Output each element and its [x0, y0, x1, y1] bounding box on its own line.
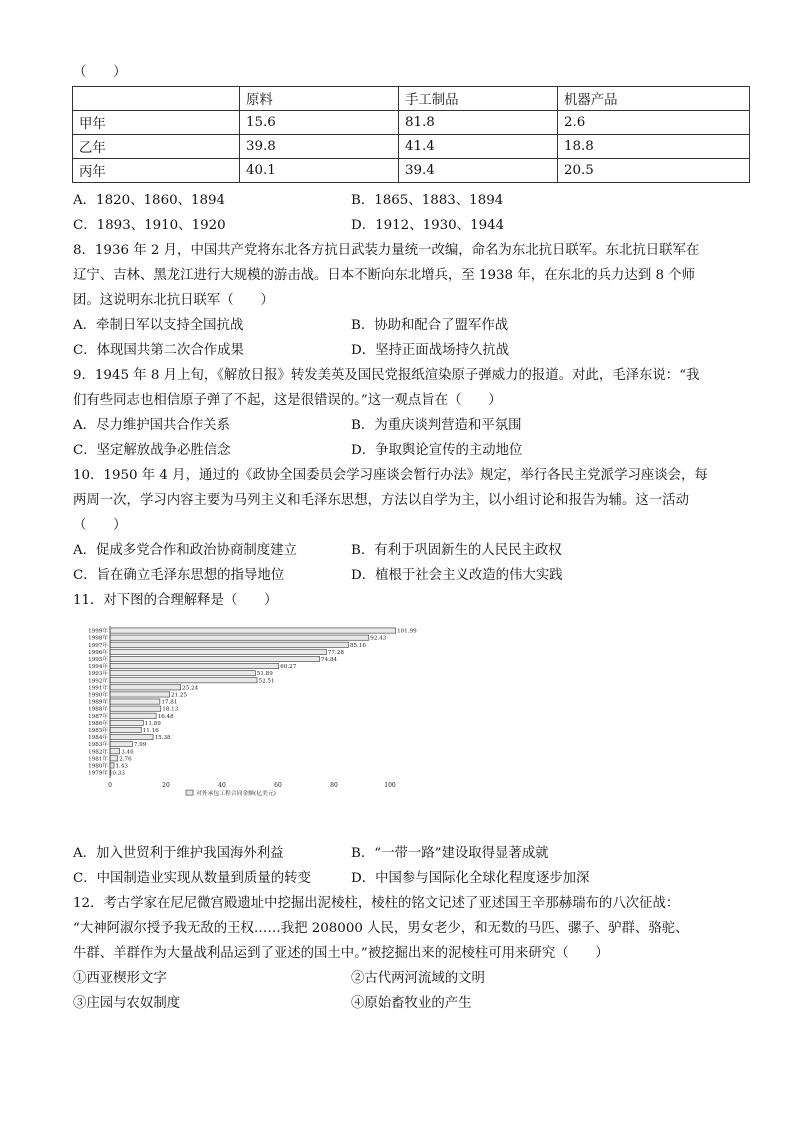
bar: [110, 649, 326, 654]
category-label: 1991年: [88, 685, 108, 692]
data-label: 1.43: [115, 763, 128, 770]
q8-stem-line: 8．1936 年 2 月，中国共产党将东北各方抗日武装力量统一改编，命名为东北抗日联军。东北抗日联军在: [73, 243, 700, 258]
q11-option-d: D．中国参与国际化全球化程度逐步加深: [351, 871, 590, 886]
q10-option-b: B．有利于巩固新生的人民民主政权: [351, 543, 562, 558]
q12-option-3: ③庄园与农奴制度: [73, 996, 181, 1011]
table-row: [73, 135, 750, 159]
category-label: 1986年: [88, 720, 108, 727]
data-label: 77.28: [327, 649, 344, 656]
q12-stem-line: “大神阿淑尔授予我无敌的王权……我把 208000 人民，男女老少，和无数的马匹、骡子、驴群、骆驼、: [73, 921, 689, 936]
table-cell: 41.4: [399, 135, 558, 159]
category-label: 1985年: [88, 727, 108, 734]
bar: [110, 656, 320, 661]
q11-option-c: C．中国制造业实现从数量到质量的转变: [73, 871, 311, 886]
data-label: 11.89: [144, 720, 161, 727]
q8-option-a: A．牵制日军以支持全国抗战: [73, 318, 244, 333]
q10-stem-line: （ ）: [73, 518, 127, 533]
data-label: 17.81: [161, 699, 178, 706]
table-header-cell: 机器产品: [558, 87, 750, 111]
q10-option-a: A．促成多党合作和政治协商制度建立: [73, 543, 297, 558]
legend-swatch: [186, 790, 193, 795]
x-tick-label: 0: [108, 782, 112, 790]
data-label: 15.38: [154, 735, 171, 742]
q10-stem-line: 两周一次，学习内容主要为马列主义和毛泽东思想，方法以自学为主，以小组讨论和报告为辅。这一活动: [73, 493, 689, 508]
bar: [110, 727, 141, 732]
x-tick-label: 60: [274, 782, 282, 790]
category-label: 1994年: [88, 664, 108, 671]
data-label: 101.99: [397, 628, 417, 635]
q9-stem-line: 们有些同志也相信原子弹了不起，这是很错误的。”这一观点旨在（ ）: [73, 393, 502, 408]
table-cell: 40.1: [240, 159, 399, 183]
bar: [110, 642, 348, 647]
category-label: 1980年: [88, 763, 108, 770]
table-header-cell: [73, 87, 240, 111]
data-label: 2.76: [119, 756, 132, 763]
table-header-cell: 手工制品: [399, 87, 558, 111]
bar: [110, 706, 161, 711]
q12-stem-line: 12．考古学家在尼尼微宫殿遗址中挖掘出泥棱柱，棱柱的铭文记述了亚述国王辛那赫瑞布的八次征战：: [73, 896, 680, 911]
bar: [110, 635, 369, 640]
table-cell: 20.5: [558, 159, 750, 183]
bar: [110, 628, 396, 633]
x-tick-label: 40: [218, 782, 226, 790]
data-label: 25.24: [182, 685, 199, 692]
data-label: 11.16: [142, 727, 159, 734]
q7-stem-tail: （ ）: [73, 65, 127, 80]
data-label: 85.16: [349, 642, 366, 649]
q8-stem-line: 团。这说明东北抗日联军（ ）: [73, 293, 274, 308]
q7-option-d: D．1912、1930、1944: [351, 218, 505, 233]
data-label: 7.99: [133, 742, 147, 749]
table-header-cell: 原料: [240, 87, 399, 111]
table-cell: 丙年: [73, 159, 240, 183]
q8-option-b: B．协助和配合了盟军作战: [351, 318, 509, 333]
q12-stem-line: 牛群、羊群作为大量战利品运到了亚述的国土中。”被挖掘出来的泥棱柱可用来研究（ ）: [73, 946, 609, 961]
category-label: 1987年: [88, 713, 108, 720]
category-label: 1981年: [88, 756, 108, 763]
q10-option-c: C．旨在确立毛泽东思想的指导地位: [73, 568, 285, 583]
table-cell: 18.8: [558, 135, 750, 159]
bar: [110, 763, 114, 768]
category-label: 1982年: [88, 749, 108, 756]
bar: [110, 699, 160, 704]
category-label: 1992年: [88, 678, 108, 685]
table-cell: 39.8: [240, 135, 399, 159]
bar: [110, 749, 120, 754]
data-label: 74.84: [321, 656, 338, 663]
table-cell: 39.4: [399, 159, 558, 183]
q12-option-2: ②古代两河流域的文明: [351, 971, 485, 986]
table-cell: 甲年: [73, 111, 240, 135]
q12-option-1: ①西亚楔形文字: [73, 971, 167, 986]
data-label: 21.25: [171, 692, 188, 699]
q7-table: [72, 86, 750, 183]
q8-option-d: D．坚持正面战场持久抗战: [351, 343, 510, 358]
category-label: 1989年: [88, 699, 108, 706]
bar: [110, 663, 279, 668]
category-label: 1993年: [88, 671, 108, 678]
q9-option-d: D．争取舆论宣传的主动地位: [351, 443, 523, 458]
bar: [110, 742, 132, 747]
data-label: 18.13: [162, 706, 179, 713]
q8-option-c: C．体现国共第二次合作成果: [73, 343, 244, 358]
q8-stem-line: 辽宁、吉林、黑龙江进行大规模的游击战。日本不断向东北增兵，至 1938 年，在东北的兵力达到 8 个师: [73, 268, 696, 283]
q11-option-a: A．加入世贸利于维护我国海外利益: [73, 846, 284, 861]
x-tick-label: 80: [330, 782, 338, 790]
q9-stem-line: 9．1945 年 8 月上旬，《解放日报》转发美英及国民党报纸渲染原子弹威力的报道。对此，毛泽东说：“我: [73, 368, 700, 383]
data-label: 52.51: [258, 678, 275, 685]
data-label: 0.33: [112, 770, 125, 777]
category-label: 1990年: [88, 692, 108, 699]
category-label: 1979年: [88, 770, 108, 777]
category-label: 1998年: [88, 635, 108, 642]
bar: [110, 734, 153, 739]
q9-option-b: B．为重庆谈判营造和平氛围: [351, 418, 522, 433]
data-label: 3.46: [121, 749, 134, 756]
x-tick-label: 20: [162, 782, 170, 790]
q7-option-a: A．1820、1860、1894: [73, 193, 226, 208]
category-label: 1983年: [88, 742, 108, 749]
bar: [110, 756, 118, 761]
data-label: 60.27: [280, 664, 297, 671]
table-cell: 乙年: [73, 135, 240, 159]
data-label: 51.89: [256, 671, 273, 678]
contract-amount-bar-chart: [74, 624, 417, 824]
data-label: 92.43: [370, 635, 387, 642]
table-cell: 81.8: [399, 111, 558, 135]
table-cell: 15.6: [240, 111, 399, 135]
table-row: [73, 159, 750, 183]
q9-option-a: A．尽力维护国共合作关系: [73, 418, 230, 433]
x-tick-label: 100: [384, 782, 396, 790]
q12-option-4: ④原始畜牧业的产生: [351, 996, 472, 1011]
q7-option-c: C．1893、1910、1920: [73, 218, 226, 233]
bar: [110, 678, 257, 683]
category-label: 1984年: [88, 735, 108, 742]
category-label: 1988年: [88, 706, 108, 713]
table-row: [73, 111, 750, 135]
bar: [110, 671, 255, 676]
category-label: 1997年: [88, 642, 108, 649]
category-label: 1996年: [88, 649, 108, 656]
bar: [110, 692, 170, 697]
q10-stem-line: 10．1950 年 4 月，通过的《政协全国委员会学习座谈会暂行办法》规定，举行各民主党派学习座谈会，每: [73, 468, 708, 483]
data-label: 16.48: [157, 713, 174, 720]
q7-option-b: B．1865、1883、1894: [351, 193, 504, 208]
table-header-row: [73, 87, 750, 111]
bar: [110, 685, 181, 690]
category-label: 1995年: [88, 656, 108, 663]
q11-option-b: B．“一带一路”建设取得显著成就: [351, 846, 549, 861]
category-label: 1999年: [88, 628, 108, 635]
q10-option-d: D．植根于社会主义改造的伟大实践: [351, 568, 563, 583]
legend-label: 对外承包工程合同金额(亿美元): [196, 791, 276, 798]
table-cell: 2.6: [558, 111, 750, 135]
q9-option-c: C．坚定解放战争必胜信念: [73, 443, 231, 458]
bar: [110, 720, 143, 725]
q11-stem: 11．对下图的合理解释是（ ）: [73, 593, 278, 608]
bar: [110, 713, 156, 718]
